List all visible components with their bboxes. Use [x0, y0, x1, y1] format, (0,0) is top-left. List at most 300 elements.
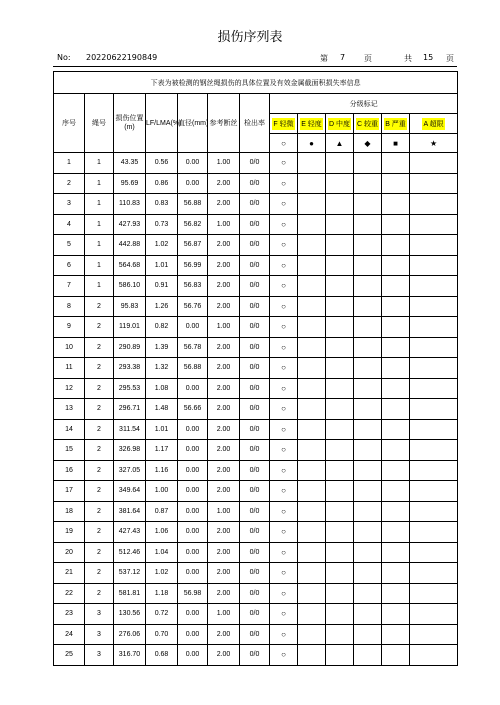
- table-row: [54, 399, 458, 420]
- empty-grade-cell: [298, 173, 326, 194]
- rope-number: 2: [85, 522, 114, 543]
- header-rule: [53, 66, 457, 67]
- table-row: [54, 501, 458, 522]
- rope-number: 2: [85, 542, 114, 563]
- rope-number: 2: [85, 563, 114, 584]
- grade-label: A 超限: [422, 118, 444, 130]
- lf-value: 1.48: [146, 399, 178, 420]
- table-row: [54, 522, 458, 543]
- detect-rate-value: 0/0: [240, 173, 270, 194]
- empty-grade-cell: [410, 419, 458, 440]
- grade-header-cell: [354, 114, 382, 134]
- diamond-icon: ◆: [354, 134, 382, 153]
- lf-value: 1.02: [146, 235, 178, 256]
- detect-rate-value: 0/0: [240, 296, 270, 317]
- empty-grade-cell: [354, 317, 382, 338]
- grade-label: D 中度: [328, 118, 351, 130]
- empty-grade-cell: [298, 624, 326, 645]
- rope-number: 2: [85, 399, 114, 420]
- empty-grade-cell: [410, 645, 458, 666]
- lf-value: 1.17: [146, 440, 178, 461]
- empty-grade-cell: [410, 624, 458, 645]
- row-index: 13: [54, 399, 85, 420]
- empty-grade-cell: [326, 296, 354, 317]
- lf-value: 1.01: [146, 419, 178, 440]
- lf-value: 0.87: [146, 501, 178, 522]
- empty-grade-cell: [382, 235, 410, 256]
- damage-position: 327.05: [114, 460, 146, 481]
- damage-position: 512.46: [114, 542, 146, 563]
- empty-grade-cell: [410, 358, 458, 379]
- grade-mark-cell: ○: [270, 153, 298, 174]
- damage-position: 110.83: [114, 194, 146, 215]
- grade-header-cell: [326, 114, 354, 134]
- row-index: 5: [54, 235, 85, 256]
- grade-mark-cell: ○: [270, 214, 298, 235]
- ref-break-value: 1.00: [208, 153, 240, 174]
- empty-grade-cell: [298, 358, 326, 379]
- diameter-value: 0.00: [178, 173, 208, 194]
- empty-grade-cell: [326, 522, 354, 543]
- grade-mark-cell: ○: [270, 194, 298, 215]
- empty-grade-cell: [382, 296, 410, 317]
- ref-break-value: 2.00: [208, 194, 240, 215]
- detect-rate-value: 0/0: [240, 214, 270, 235]
- empty-grade-cell: [298, 645, 326, 666]
- grade-mark-cell: ○: [270, 235, 298, 256]
- grade-mark-cell: ○: [270, 563, 298, 584]
- detect-rate-value: 0/0: [240, 419, 270, 440]
- grade-mark-cell: ○: [270, 481, 298, 502]
- diameter-value: 56.76: [178, 296, 208, 317]
- damage-position: 290.89: [114, 337, 146, 358]
- detect-rate-value: 0/0: [240, 337, 270, 358]
- rope-number: 2: [85, 481, 114, 502]
- row-index: 10: [54, 337, 85, 358]
- detect-rate-value: 0/0: [240, 522, 270, 543]
- grade-label: F 轻微: [272, 118, 294, 130]
- row-index: 14: [54, 419, 85, 440]
- row-index: 6: [54, 255, 85, 276]
- ref-break-value: 1.00: [208, 214, 240, 235]
- grade-mark-cell: ○: [270, 296, 298, 317]
- grade-mark-cell: ○: [270, 317, 298, 338]
- diameter-value: 56.88: [178, 358, 208, 379]
- empty-grade-cell: [410, 583, 458, 604]
- row-index: 3: [54, 194, 85, 215]
- empty-grade-cell: [410, 604, 458, 625]
- empty-grade-cell: [354, 173, 382, 194]
- empty-grade-cell: [382, 358, 410, 379]
- empty-grade-cell: [298, 481, 326, 502]
- lf-value: 0.72: [146, 604, 178, 625]
- empty-grade-cell: [382, 604, 410, 625]
- detect-rate-value: 0/0: [240, 604, 270, 625]
- diameter-value: 0.00: [178, 645, 208, 666]
- grade-mark-cell: ○: [270, 645, 298, 666]
- triangle-icon: ▲: [326, 134, 354, 153]
- detect-rate-value: 0/0: [240, 440, 270, 461]
- damage-position: 43.35: [114, 153, 146, 174]
- lf-value: 0.82: [146, 317, 178, 338]
- page-number: 7: [340, 53, 346, 62]
- empty-grade-cell: [382, 542, 410, 563]
- ref-break-value: 2.00: [208, 173, 240, 194]
- empty-grade-cell: [354, 296, 382, 317]
- table-row: [54, 214, 458, 235]
- damage-position: 316.70: [114, 645, 146, 666]
- diameter-value: 56.99: [178, 255, 208, 276]
- empty-grade-cell: [326, 214, 354, 235]
- lf-value: 1.18: [146, 583, 178, 604]
- table-row: [54, 235, 458, 256]
- row-index: 22: [54, 583, 85, 604]
- empty-grade-cell: [354, 583, 382, 604]
- empty-grade-cell: [354, 276, 382, 297]
- empty-grade-cell: [410, 440, 458, 461]
- diameter-value: 0.00: [178, 317, 208, 338]
- lf-value: 0.83: [146, 194, 178, 215]
- empty-grade-cell: [382, 440, 410, 461]
- table-row: [54, 153, 458, 174]
- empty-grade-cell: [382, 481, 410, 502]
- empty-grade-cell: [326, 624, 354, 645]
- detect-rate-value: 0/0: [240, 399, 270, 420]
- diameter-value: 0.00: [178, 153, 208, 174]
- diameter-value: 56.66: [178, 399, 208, 420]
- empty-grade-cell: [326, 460, 354, 481]
- empty-grade-cell: [298, 399, 326, 420]
- empty-grade-cell: [326, 255, 354, 276]
- empty-grade-cell: [298, 419, 326, 440]
- empty-grade-cell: [410, 153, 458, 174]
- lf-value: 1.16: [146, 460, 178, 481]
- diameter-value: 56.87: [178, 235, 208, 256]
- table-row: [54, 563, 458, 584]
- diameter-value: 0.00: [178, 563, 208, 584]
- empty-grade-cell: [354, 337, 382, 358]
- grade-mark-cell: ○: [270, 378, 298, 399]
- empty-grade-cell: [326, 440, 354, 461]
- empty-grade-cell: [354, 358, 382, 379]
- star-icon: ★: [410, 134, 458, 153]
- diameter-value: 56.78: [178, 337, 208, 358]
- ref-break-value: 2.00: [208, 481, 240, 502]
- ref-break-value: 2.00: [208, 542, 240, 563]
- page-unit: 页: [364, 54, 372, 63]
- empty-grade-cell: [298, 583, 326, 604]
- row-index: 24: [54, 624, 85, 645]
- ref-break-value: 2.00: [208, 235, 240, 256]
- table-row: [54, 194, 458, 215]
- table-row: [54, 542, 458, 563]
- damage-position: 95.83: [114, 296, 146, 317]
- rope-number: 2: [85, 440, 114, 461]
- diameter-value: 0.00: [178, 378, 208, 399]
- total-pages: 15: [423, 53, 434, 62]
- rope-number: 1: [85, 153, 114, 174]
- damage-position: 581.81: [114, 583, 146, 604]
- row-index: 11: [54, 358, 85, 379]
- empty-grade-cell: [410, 501, 458, 522]
- empty-grade-cell: [326, 173, 354, 194]
- diameter-value: 0.00: [178, 481, 208, 502]
- circle-outline-icon: ○: [270, 134, 298, 153]
- grade-mark-cell: ○: [270, 419, 298, 440]
- report-no-label: No:: [57, 53, 71, 62]
- grade-header-cell: [270, 114, 298, 134]
- row-index: 17: [54, 481, 85, 502]
- empty-grade-cell: [410, 317, 458, 338]
- lf-value: 0.70: [146, 624, 178, 645]
- empty-grade-cell: [354, 440, 382, 461]
- diameter-value: 0.00: [178, 440, 208, 461]
- empty-grade-cell: [298, 317, 326, 338]
- empty-grade-cell: [326, 419, 354, 440]
- square-icon: ■: [382, 134, 410, 153]
- empty-grade-cell: [382, 153, 410, 174]
- ref-break-value: 2.00: [208, 563, 240, 584]
- grade-mark-cell: ○: [270, 522, 298, 543]
- empty-grade-cell: [410, 235, 458, 256]
- empty-grade-cell: [354, 645, 382, 666]
- rope-number: 3: [85, 604, 114, 625]
- empty-grade-cell: [354, 481, 382, 502]
- empty-grade-cell: [410, 296, 458, 317]
- damage-position: 119.01: [114, 317, 146, 338]
- ref-break-value: 1.00: [208, 317, 240, 338]
- empty-grade-cell: [354, 378, 382, 399]
- detect-rate-value: 0/0: [240, 317, 270, 338]
- row-index: 12: [54, 378, 85, 399]
- diameter-value: 0.00: [178, 522, 208, 543]
- ref-break-value: 2.00: [208, 296, 240, 317]
- detect-rate-value: 0/0: [240, 481, 270, 502]
- damage-position: 564.68: [114, 255, 146, 276]
- empty-grade-cell: [410, 337, 458, 358]
- detect-rate-value: 0/0: [240, 501, 270, 522]
- empty-grade-cell: [326, 604, 354, 625]
- empty-grade-cell: [354, 624, 382, 645]
- rope-number: 1: [85, 214, 114, 235]
- empty-grade-cell: [326, 542, 354, 563]
- row-index: 15: [54, 440, 85, 461]
- empty-grade-cell: [298, 296, 326, 317]
- empty-grade-cell: [410, 522, 458, 543]
- row-index: 19: [54, 522, 85, 543]
- lf-value: 1.39: [146, 337, 178, 358]
- empty-grade-cell: [382, 645, 410, 666]
- header-ref-break: 参考断丝: [208, 94, 240, 153]
- empty-grade-cell: [326, 583, 354, 604]
- empty-grade-cell: [298, 276, 326, 297]
- table-row: [54, 358, 458, 379]
- diameter-value: 56.88: [178, 194, 208, 215]
- detect-rate-value: 0/0: [240, 563, 270, 584]
- empty-grade-cell: [354, 153, 382, 174]
- lf-value: 1.32: [146, 358, 178, 379]
- empty-grade-cell: [298, 255, 326, 276]
- grade-mark-cell: ○: [270, 583, 298, 604]
- detect-rate-value: 0/0: [240, 194, 270, 215]
- detect-rate-value: 0/0: [240, 153, 270, 174]
- empty-grade-cell: [382, 194, 410, 215]
- header-index: 序号: [54, 94, 85, 153]
- ref-break-value: 2.00: [208, 645, 240, 666]
- empty-grade-cell: [298, 460, 326, 481]
- lf-value: 0.91: [146, 276, 178, 297]
- rope-number: 1: [85, 173, 114, 194]
- empty-grade-cell: [382, 419, 410, 440]
- empty-grade-cell: [298, 153, 326, 174]
- empty-grade-cell: [382, 501, 410, 522]
- lf-value: 1.08: [146, 378, 178, 399]
- grade-header-cell: [382, 114, 410, 134]
- header-grading: 分级标记: [270, 94, 458, 114]
- empty-grade-cell: [354, 399, 382, 420]
- diameter-value: 0.00: [178, 501, 208, 522]
- table-row: [54, 378, 458, 399]
- filled-circle-icon: ●: [298, 134, 326, 153]
- table-caption: 下表为被检测的钢丝绳损伤的具体位置及有效金属截面积损失率信息: [54, 72, 458, 94]
- header-rope: 绳号: [85, 94, 114, 153]
- detect-rate-value: 0/0: [240, 583, 270, 604]
- empty-grade-cell: [326, 194, 354, 215]
- empty-grade-cell: [326, 235, 354, 256]
- rope-number: 1: [85, 276, 114, 297]
- rope-number: 1: [85, 194, 114, 215]
- empty-grade-cell: [326, 337, 354, 358]
- grade-mark-cell: ○: [270, 440, 298, 461]
- page-label: 第: [320, 54, 328, 63]
- diameter-value: 0.00: [178, 624, 208, 645]
- grade-mark-cell: ○: [270, 501, 298, 522]
- rope-number: 3: [85, 645, 114, 666]
- empty-grade-cell: [382, 460, 410, 481]
- lf-value: 0.56: [146, 153, 178, 174]
- empty-grade-cell: [326, 153, 354, 174]
- row-index: 1: [54, 153, 85, 174]
- ref-break-value: 2.00: [208, 419, 240, 440]
- grade-mark-cell: ○: [270, 604, 298, 625]
- grade-mark-cell: ○: [270, 173, 298, 194]
- total-label: 共: [404, 54, 412, 63]
- rope-number: 2: [85, 501, 114, 522]
- row-index: 23: [54, 604, 85, 625]
- empty-grade-cell: [326, 481, 354, 502]
- empty-grade-cell: [298, 378, 326, 399]
- rope-number: 2: [85, 296, 114, 317]
- rope-number: 2: [85, 460, 114, 481]
- grade-mark-cell: ○: [270, 276, 298, 297]
- empty-grade-cell: [410, 542, 458, 563]
- detect-rate-value: 0/0: [240, 378, 270, 399]
- empty-grade-cell: [298, 563, 326, 584]
- row-index: 25: [54, 645, 85, 666]
- table-row: [54, 173, 458, 194]
- rope-number: 2: [85, 419, 114, 440]
- grade-header-cell: [410, 114, 458, 134]
- empty-grade-cell: [298, 604, 326, 625]
- empty-grade-cell: [382, 173, 410, 194]
- empty-grade-cell: [298, 337, 326, 358]
- empty-grade-cell: [410, 194, 458, 215]
- damage-position: 130.56: [114, 604, 146, 625]
- damage-position: 349.64: [114, 481, 146, 502]
- diameter-value: 0.00: [178, 419, 208, 440]
- lf-value: 1.01: [146, 255, 178, 276]
- diameter-value: 56.83: [178, 276, 208, 297]
- grade-mark-cell: ○: [270, 399, 298, 420]
- lf-value: 0.68: [146, 645, 178, 666]
- detect-rate-value: 0/0: [240, 542, 270, 563]
- table-row: [54, 337, 458, 358]
- empty-grade-cell: [354, 501, 382, 522]
- lf-value: 0.73: [146, 214, 178, 235]
- row-index: 9: [54, 317, 85, 338]
- row-index: 20: [54, 542, 85, 563]
- detect-rate-value: 0/0: [240, 276, 270, 297]
- damage-position: 95.69: [114, 173, 146, 194]
- row-index: 7: [54, 276, 85, 297]
- rope-number: 1: [85, 235, 114, 256]
- empty-grade-cell: [382, 255, 410, 276]
- ref-break-value: 2.00: [208, 522, 240, 543]
- damage-position: 293.38: [114, 358, 146, 379]
- table-row: [54, 624, 458, 645]
- damage-position: 295.53: [114, 378, 146, 399]
- empty-grade-cell: [326, 399, 354, 420]
- ref-break-value: 2.00: [208, 276, 240, 297]
- rope-number: 1: [85, 255, 114, 276]
- ref-break-value: 1.00: [208, 604, 240, 625]
- empty-grade-cell: [354, 522, 382, 543]
- ref-break-value: 2.00: [208, 624, 240, 645]
- empty-grade-cell: [410, 481, 458, 502]
- empty-grade-cell: [354, 542, 382, 563]
- empty-grade-cell: [298, 235, 326, 256]
- table-row: [54, 296, 458, 317]
- empty-grade-cell: [410, 460, 458, 481]
- lf-value: 1.02: [146, 563, 178, 584]
- empty-grade-cell: [382, 522, 410, 543]
- total-unit: 页: [446, 54, 454, 63]
- grade-header-cell: [298, 114, 326, 134]
- empty-grade-cell: [410, 378, 458, 399]
- ref-break-value: 2.00: [208, 583, 240, 604]
- header-diameter: 直径(mm): [178, 94, 208, 153]
- table-row: [54, 481, 458, 502]
- empty-grade-cell: [326, 276, 354, 297]
- header-position: 损伤位置(m): [114, 94, 146, 153]
- detect-rate-value: 0/0: [240, 624, 270, 645]
- empty-grade-cell: [410, 276, 458, 297]
- empty-grade-cell: [354, 235, 382, 256]
- damage-position: 326.98: [114, 440, 146, 461]
- empty-grade-cell: [354, 255, 382, 276]
- empty-grade-cell: [354, 194, 382, 215]
- lf-value: 1.04: [146, 542, 178, 563]
- diameter-value: 56.82: [178, 214, 208, 235]
- empty-grade-cell: [410, 399, 458, 420]
- empty-grade-cell: [326, 358, 354, 379]
- table-row: [54, 419, 458, 440]
- empty-grade-cell: [326, 645, 354, 666]
- empty-grade-cell: [326, 563, 354, 584]
- ref-break-value: 2.00: [208, 337, 240, 358]
- ref-break-value: 2.00: [208, 460, 240, 481]
- empty-grade-cell: [298, 542, 326, 563]
